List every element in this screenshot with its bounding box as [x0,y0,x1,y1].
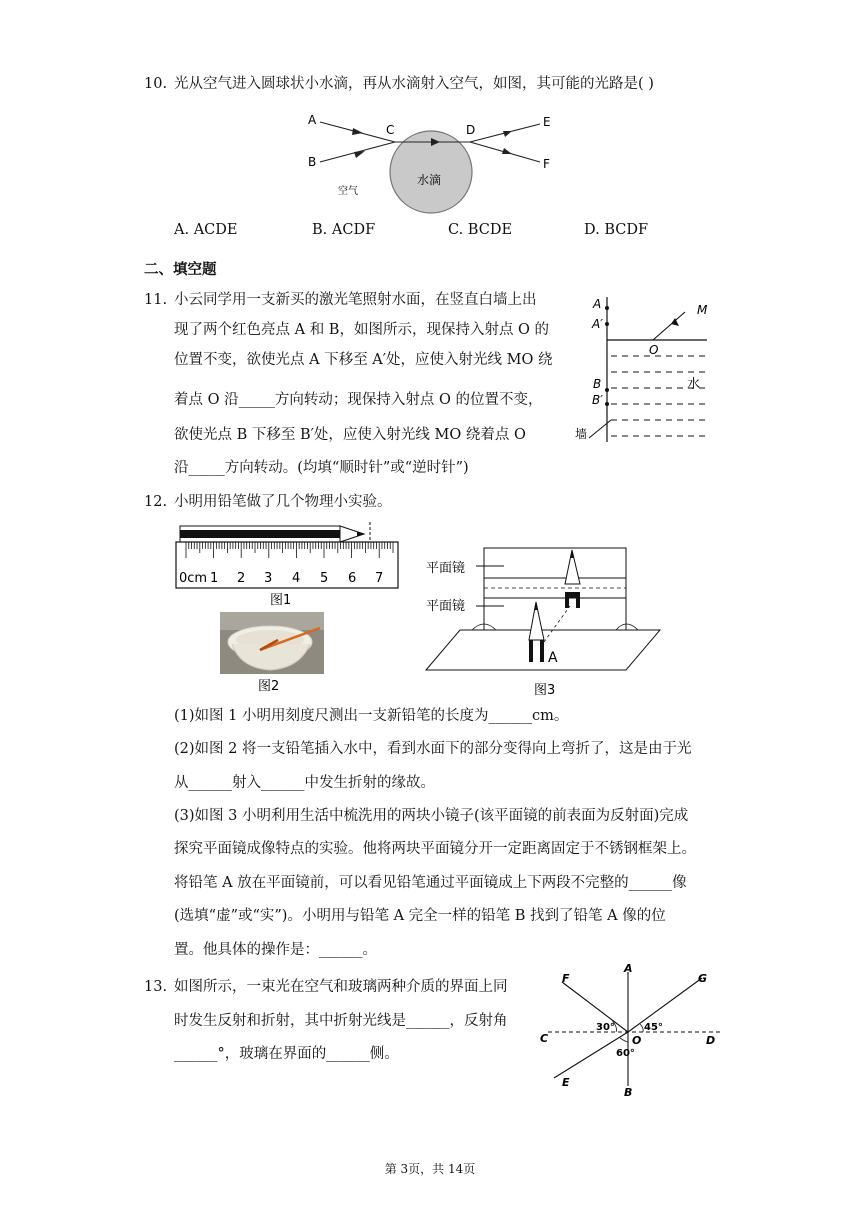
q11-figure [575,292,715,452]
q13-label-o: O [632,1034,642,1047]
q10-label-e: E [543,115,551,129]
fig3-label-a: A [548,650,558,666]
fig3-mirror-label-2: 平面镜 [426,599,466,614]
fig1-caption: 图1 [270,593,292,608]
q13-angle-30: 30° [596,1022,615,1033]
q10-option-a: A. ACDE [174,222,238,238]
q11-line: 小云同学用一支新买的激光笔照射水面，在竖直白墙上出 [174,292,537,308]
q13-label-a: A [624,962,633,975]
q11-label-m: M [697,303,708,317]
q13-line: 时发生反射和折射，其中折射光线是______，反射角 [174,1013,508,1029]
q11-label-water: 水 [687,377,701,392]
q10-option-b: B. ACDF [312,222,376,238]
q12-line: 从______射入______中发生折射的缘故。 [174,775,435,791]
q13-label-b: B [624,1086,633,1098]
q11-label-b: B [593,377,602,391]
q12-figure-2 [220,612,330,692]
q11-label-a: A [593,297,602,311]
q13-label-g: G [698,972,708,985]
ruler-label: 5 [320,571,329,586]
q12-figure-3 [420,540,680,700]
q11-line: 沿_____方向转动。(均填“顺时针”或“逆时针”) [174,460,469,476]
ruler-label: 4 [292,571,301,586]
ruler-label: 1 [210,571,219,586]
page-footer: 第 3页，共 14页 [384,1162,476,1176]
q11-number: 11. [144,292,168,308]
q11-line: 位置不变，欲使光点 A 下移至 A′处，应使入射光线 MO 绕 [174,352,553,368]
q10-label-f: F [543,157,550,171]
q12-line: (2)如图 2 将一支铅笔插入水中，看到水面下的部分变得向上弯折了，这是由于光 [174,741,692,757]
q12-line: 置。他具体的操作是：______。 [174,942,377,958]
q10-label-c: C [386,123,395,137]
q12-line: (选填“虚”或“实”)。小明用与铅笔 A 完全一样的铅笔 B 找到了铅笔 A 像的位 [174,908,666,924]
ruler-label: 0cm [179,571,208,586]
q11-line: 现了两个红色亮点 A 和 B，如图所示，现保持入射点 O 的 [174,322,550,338]
fig3-mirror-label-1: 平面镜 [426,561,466,576]
q12-intro: 小明用铅笔做了几个物理小实验。 [174,494,392,510]
q10-label-a: A [308,113,317,127]
q10-label-drop: 水滴 [417,173,442,187]
q11-label-o: O [649,343,659,357]
fig3-caption: 图3 [534,683,556,698]
q10-option-c: C. BCDE [448,222,513,238]
q12-line: (1)如图 1 小明用刻度尺测出一支新铅笔的长度为______cm。 [174,708,569,724]
q13-number: 13. [144,979,168,995]
q13-label-e: E [562,1076,570,1089]
q12-line: (3)如图 3 小明利用生活中梳洗用的两块小镜子(该平面镜的前表面为反射面)完成 [174,808,689,824]
q13-line: ______°，玻璃在界面的______侧。 [174,1046,399,1062]
q11-line: 着点 O 沿_____方向转动；现保持入射点 O 的位置不变， [174,392,543,408]
q10-text: 光从空气进入圆球状小水滴，再从水滴射入空气，如图，其可能的光路是( ) [174,76,654,92]
q13-line: 如图所示，一束光在空气和玻璃两种介质的界面上同 [174,979,508,995]
q11-line: 欲使光点 B 下移至 B′处，应使入射光线 MO 绕着点 O [174,427,526,443]
q13-figure [540,962,730,1098]
q13-label-f: F [562,972,570,985]
q13-angle-45: 45° [644,1022,663,1033]
q10-label-d: D [466,123,476,137]
q13-label-c: C [540,1032,549,1045]
q10-option-d: D. BCDF [584,222,649,238]
q12-number: 12. [144,494,168,510]
q10-label-air: 空气 [338,186,358,197]
q13-label-d: D [706,1034,716,1047]
ruler-label: 6 [348,571,357,586]
ruler-label: 7 [375,571,384,586]
ruler-label: 2 [237,571,246,586]
q12-figure-1 [174,520,404,610]
q12-line: 将铅笔 A 放在平面镜前，可以看见铅笔通过平面镜成上下两段不完整的______像 [174,875,687,891]
fig2-caption: 图2 [258,679,280,692]
q10-label-b: B [308,155,317,169]
q10-number: 10. [144,76,168,92]
q11-label-wall: 墙 [575,427,588,441]
q10-figure [300,104,560,214]
q11-label-b-prime: B′ [592,393,603,407]
section-heading: 二、填空题 [144,261,217,278]
q11-label-a-prime: A′ [592,317,603,331]
q12-line: 探究平面镜成像特点的实验。他将两块平面镜分开一定距离固定于不锈钢框架上。 [174,841,696,857]
q13-angle-60: 60° [616,1048,635,1059]
ruler-label: 3 [264,571,273,586]
